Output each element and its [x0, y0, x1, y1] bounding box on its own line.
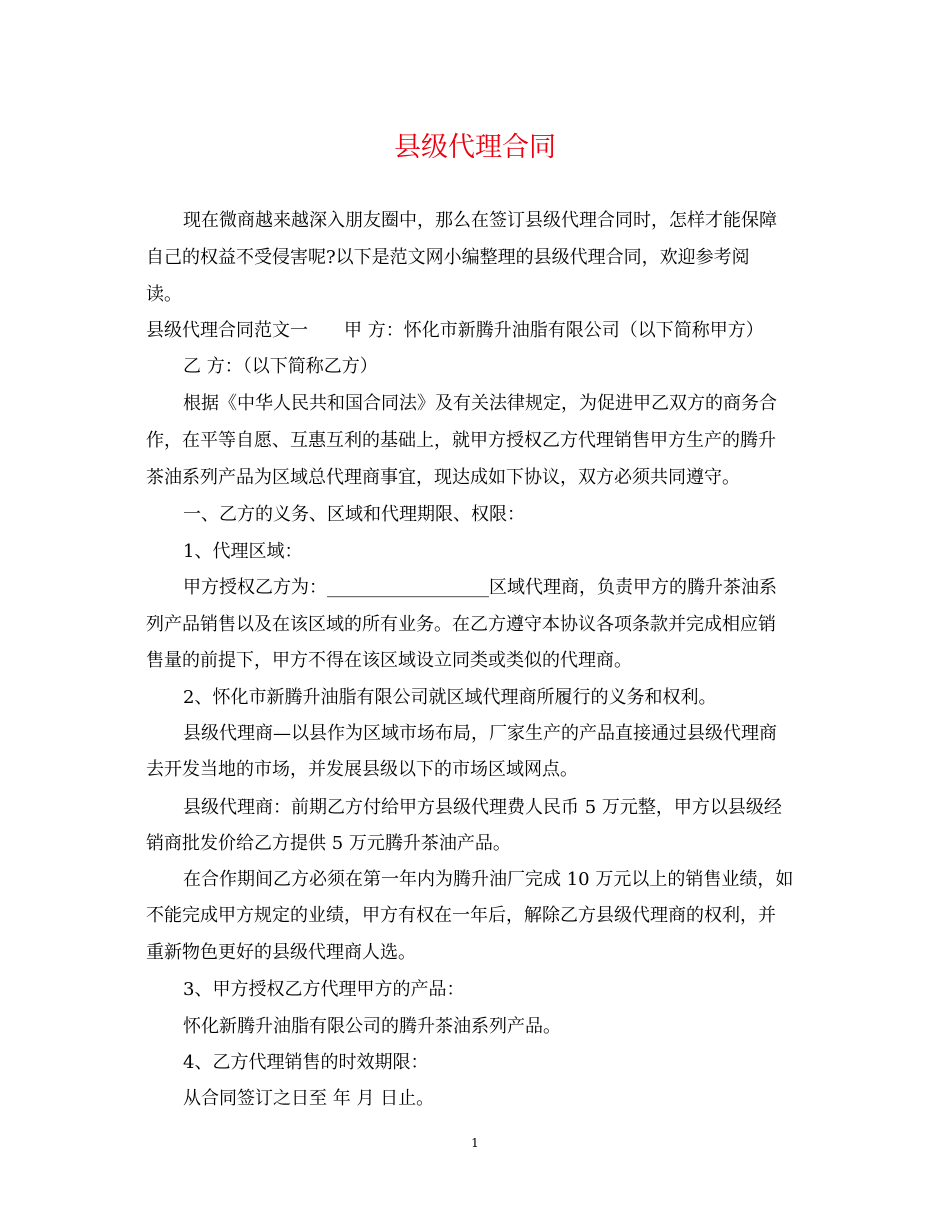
paragraph-line: 现在微商越来越深入朋友圈中，那么在签订县级代理合同时，怎样才能保障 [183, 210, 777, 231]
paragraph-line: 县级代理商：前期乙方付给甲方县级代理费人民币 5 万元整，甲方以县级经 [183, 797, 782, 818]
paragraph-line: 在合作期间乙方必须在第一年内为腾升油厂完成 10 万元以上的销售业绩，如 [183, 869, 794, 890]
document-title: 县级代理合同 [394, 132, 556, 163]
paragraph-line: 读。 [146, 284, 182, 305]
paragraph-line: 不能完成甲方规定的业绩，甲方有权在一年后，解除乙方县级代理商的权利，并 [146, 905, 776, 926]
subsection-heading: 1、代理区域： [183, 541, 303, 562]
paragraph-line: 甲方授权乙方为：__________________区域代理商，负责甲方的腾升茶油系 [183, 577, 777, 598]
paragraph-line: 自己的权益不受侵害呢?以下是范文网小编整理的县级代理合同，欢迎参考阅 [146, 247, 750, 268]
section-heading: 一、乙方的义务、区域和代理期限、权限： [183, 504, 525, 525]
subsection-heading: 2、怀化市新腾升油脂有限公司就区域代理商所履行的义务和权利。 [183, 687, 717, 708]
paragraph-line: 去开发当地的市场，并发展县级以下的市场区域网点。 [146, 759, 578, 780]
subsection-heading: 3、甲方授权乙方代理甲方的产品： [183, 979, 465, 1000]
paragraph-line: 列产品销售以及在该区域的所有业务。在乙方遵守本协议各项条款并完成相应销 [146, 614, 776, 635]
paragraph-line: 茶油系列产品为区域总代理商事宜，现达成如下协议，双方必须共同遵守。 [146, 467, 740, 488]
paragraph-line: 县级代理商—以县作为区域市场布局，厂家生产的产品直接通过县级代理商 [183, 723, 777, 744]
paragraph-line: 售量的前提下，甲方不得在该区域设立同类或类似的代理商。 [146, 650, 632, 671]
subsection-heading: 4、乙方代理销售的时效期限： [183, 1052, 429, 1073]
paragraph-line: 作，在平等自愿、互惠互利的基础上，就甲方授权乙方代理销售甲方生产的腾升 [146, 430, 776, 451]
paragraph-line: 销商批发价给乙方提供 5 万元腾升茶油产品。 [146, 833, 511, 854]
paragraph-line: 根据《中华人民共和国合同法》及有关法律规定，为促进甲乙双方的商务合 [183, 393, 777, 414]
page-number: 1 [471, 1136, 479, 1150]
paragraph-line: 乙 方：（以下简称乙方） [183, 356, 378, 377]
paragraph-line: 从合同签订之日至 年 月 日止。 [183, 1088, 435, 1109]
paragraph-line: 重新物色更好的县级代理商人选。 [146, 942, 416, 963]
paragraph-line: 县级代理合同范文一 甲 方：怀化市新腾升油脂有限公司（以下简称甲方） [146, 320, 764, 341]
paragraph-line: 怀化新腾升油脂有限公司的腾升茶油系列产品。 [183, 1016, 561, 1037]
